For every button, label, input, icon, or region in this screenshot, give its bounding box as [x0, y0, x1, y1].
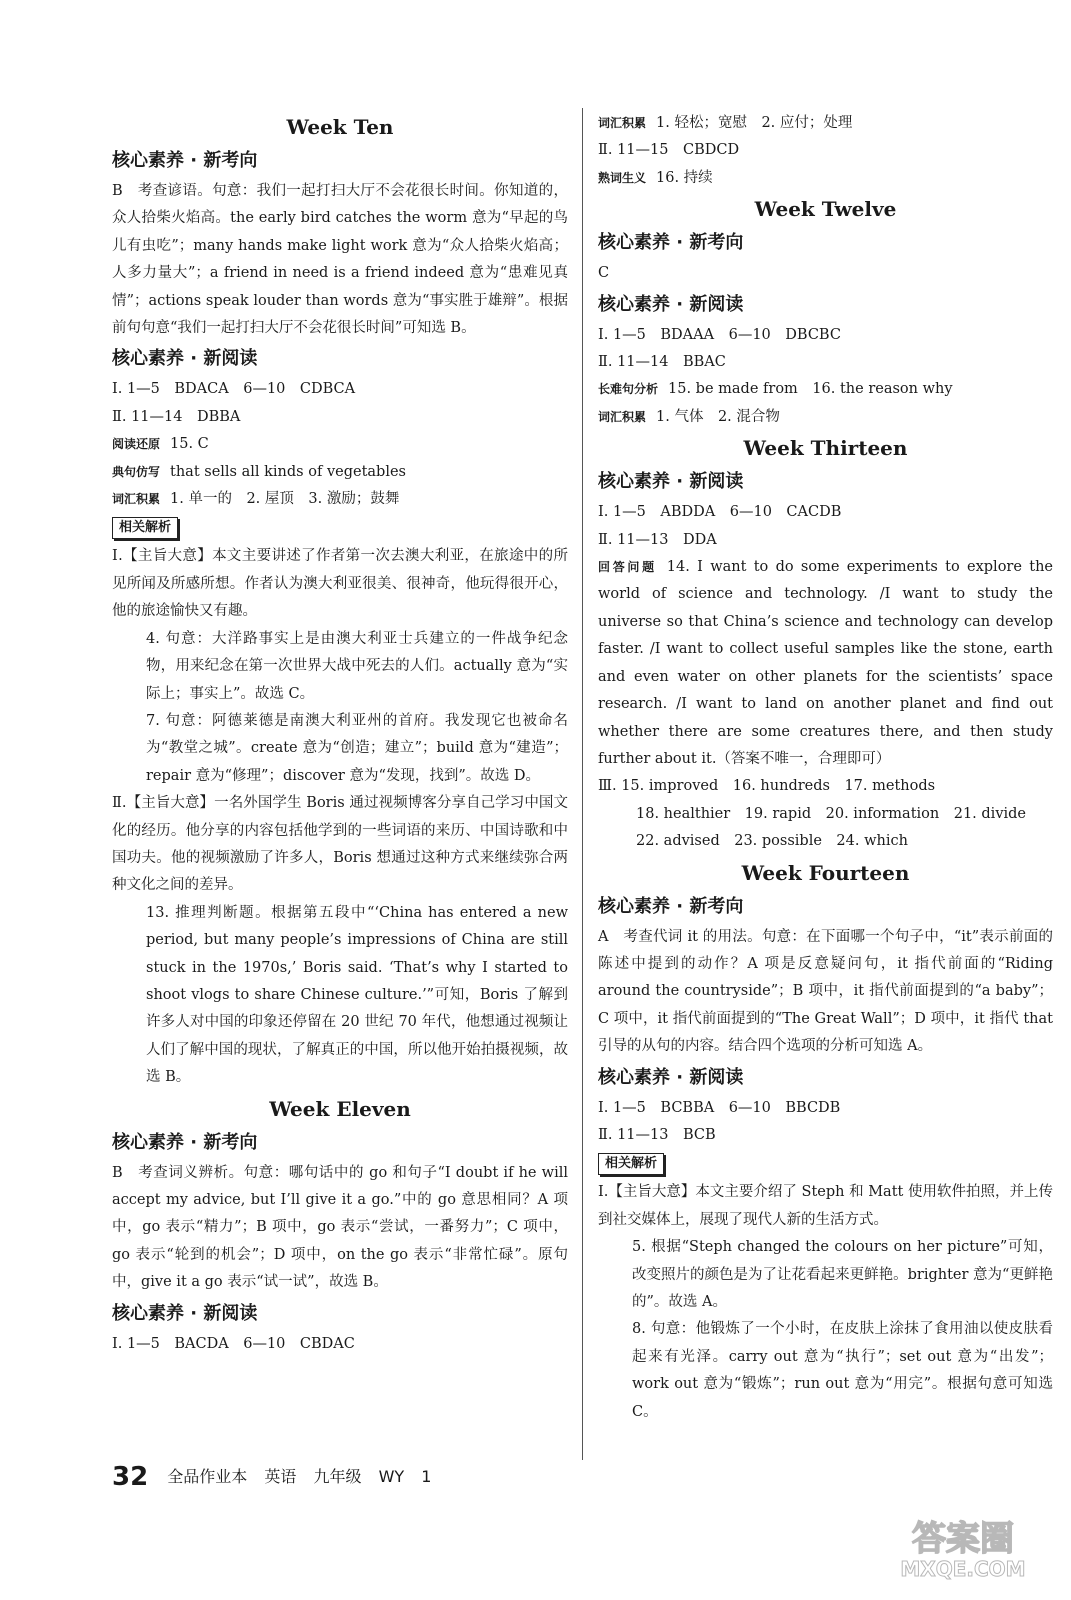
section-heading: 核心素养 · 新考向: [598, 232, 744, 254]
week-eleven-heading: Week Eleven: [269, 1096, 411, 1121]
answer-line: 词汇积累 1. 气体 2. 混合物: [598, 408, 780, 425]
section-heading: 核心素养 · 新阅读: [598, 1066, 744, 1088]
section-heading: 核心素养 · 新阅读: [598, 471, 744, 493]
answer-line: Ⅱ. 11—14 BBAC: [598, 354, 726, 371]
column-divider: [582, 108, 583, 1460]
answer-line: Ⅰ. 1—5 BDAAA 6—10 DBCBC: [598, 326, 841, 343]
page-number: 32: [112, 1462, 149, 1492]
tag-label: 熟词生义: [598, 170, 647, 185]
svg-text:答案圈: 答案圈: [912, 1519, 1014, 1559]
tag-label: 词汇积累: [598, 116, 647, 130]
answer-line: Ⅰ. 1—5 BDACA 6—10 CDBCA: [112, 381, 356, 398]
answer-line: Ⅱ. 11—13 DDA: [598, 531, 717, 548]
explanation: 7. 句意：阿德莱德是南澳大利亚州的首府。我发现它也被命名为“教堂之城”。create 意为“创造；建立”；build 意为“建造”；repair 意为“修理”；discover 意为“发现，找到”。故选 D。: [146, 712, 568, 784]
right-column: [598, 110, 1053, 1426]
section-heading: 核心素养 · 新考向: [112, 1131, 258, 1153]
tag-label: 典句仿写: [112, 464, 161, 479]
svg-text:MXQE.COM: MXQE.COM: [900, 1557, 1026, 1581]
tag-label: 回答问题: [598, 560, 657, 575]
explanation: 5. 根据“Steph changed the colours on her picture”可知，改变照片的颜色是为了让花看起来更鲜艳。brighter 意为“更鲜艳的”。故选 A。: [632, 1239, 1053, 1310]
answer-line: 熟词生义 16. 持续: [598, 169, 713, 186]
section-heading: 核心素养 · 新考向: [112, 150, 258, 171]
answer-line: 22. advised 23. possible 24. which: [636, 833, 908, 850]
page-footer: [112, 1462, 443, 1492]
answer-line: Ⅰ. 1—5 BCBBA 6—10 BBCDB: [598, 1099, 841, 1116]
book-title: 全品作业本: [167, 1467, 248, 1486]
explanation: 8. 句意：他锻炼了一个小时，在皮肤上涂抹了食用油以使皮肤看起来有光泽。carry out 意为“执行”；set out 意为“出发”；work out 意为“锻炼”；run out 意为“用完”。根据句意可知选 C。: [632, 1321, 1053, 1420]
answer-line: 词汇积累 1. 单一的 2. 屋顶 3. 激励；鼓舞: [112, 491, 400, 508]
subject: 英语: [264, 1467, 297, 1486]
explanation: Ⅰ.【主旨大意】本文主要介绍了 Steph 和 Matt 使用软件拍照，并上传到社交媒体上，展现了现代人新的生活方式。: [598, 1184, 1053, 1228]
answer-line: Ⅰ. 1—5 ABDDA 6—10 CACDB: [598, 504, 842, 521]
answer-paragraph: B 考查词义辨析。句意：哪句话中的 go 和句子“I doubt if he will accept my advice, but I’ll give it a go.”中的 go 意思相同？A 项中，go 表示“精力”；B 项中，go 表示“尝试，一番努力”；C 项中，go 表示“轮到的机会”；D 项中，on the go 表示“非常忙碌”。原句中，give it a go 表示“试一试”，故选 B。: [112, 1164, 568, 1291]
answer-line: 长难句分析 15. be made from 16. the reason why: [598, 381, 953, 398]
answer-line: 典句仿写 that sells all kinds of vegetables: [112, 463, 406, 480]
answer-line: Ⅱ. 11—13 BCB: [598, 1126, 716, 1143]
section-heading: 核心素养 · 新阅读: [112, 1302, 258, 1324]
analysis-box-label: 相关解析: [112, 517, 178, 539]
week-thirteen-heading: Week Thirteen: [743, 436, 908, 461]
section-heading: 核心素养 · 新考向: [598, 895, 744, 917]
week-fourteen-heading: Week Fourteen: [741, 860, 910, 885]
answer-paragraph: A 考查代词 it 的用法。句意：在下面哪一个句子中，“it”表示前面的陈述中提到的动作？A 项是反意疑问句，it 指代前面的“Riding around the countryside”；B 项中，it 指代前面提到的“a baby”；C 项中，it 指代前面提到的“The Great Wall”；D 项中，it 指代 that 引导的从句的内容。结合四个选项的分析可知选 A。: [598, 928, 1053, 1055]
answer-line: 词汇积累 1. 轻松；宽慰 2. 应付；处理: [598, 115, 853, 131]
left-column: [112, 110, 568, 1358]
answer-line: 阅读还原 15. C: [112, 436, 209, 453]
answer-line: Ⅰ. 1—5 BACDA 6—10 CBDAC: [112, 1335, 355, 1352]
section-heading: 核心素养 · 新阅读: [598, 293, 744, 315]
tag-label: 词汇积累: [112, 492, 161, 507]
analysis-box-label: 相关解析: [598, 1153, 664, 1175]
edition: WY: [378, 1467, 405, 1486]
explanation: Ⅰ.【主旨大意】本文主要讲述了作者第一次去澳大利亚，在旅途中的所见所闻及所感所想。作者认为澳大利亚很美、很神奇，他玩得很开心，他的旅途愉快又有趣。: [112, 548, 568, 620]
section-heading: 核心素养 · 新阅读: [112, 348, 258, 370]
week-ten-heading: Week Ten: [286, 115, 394, 139]
explanation: 13. 推理判断题。根据第五段中“‘China has entered a new period, but many people’s impressions of China are still stuck in the 1970s,’ Boris said. ‘That’s why I started to shoot vlogs to share Chinese culture.’”可知，Boris 了解到许多人对中国的印象还停留在 20 世纪 70 年代，他想通过视频让人们了解中国的现状，了解真正的中国，所以他开始拍摄视频，故选 B。: [146, 904, 568, 1086]
answer-line: Ⅲ. 15. improved 16. hundreds 17. methods: [598, 778, 936, 795]
watermark-logo: [873, 1512, 1053, 1582]
answer-line: Ⅱ. 11—15 CBDCD: [598, 142, 740, 159]
volume: 1: [421, 1467, 432, 1486]
grade: 九年级: [313, 1467, 362, 1486]
answer-line: 18. healthier 19. rapid 20. information 21. divide: [636, 805, 1027, 822]
explanation: 4. 句意：大洋路事实上是由澳大利亚士兵建立的一件战争纪念物，用来纪念在第一次世界大战中死去的人们。actually 意为“实际上；事实上”。故选 C。: [146, 630, 568, 702]
tag-label: 阅读还原: [112, 437, 161, 452]
tag-label: 词汇积累: [598, 409, 647, 424]
week-twelve-heading: Week Twelve: [754, 197, 897, 222]
answer-line: Ⅱ. 11—14 DBBA: [112, 408, 241, 425]
answer-paragraph: 回答问题 14. I want to do some experiments to explore the world of science and technology. /I want to study the universe so that China’s science and technology can develop faster. /I want to collect useful samples like the stone, earth and even water on other planets for the scientists’ space research. /I want to land on another planet and find out whether there are some creatures there, and then study further about it.（答案不唯一，合理即可）: [598, 559, 1053, 767]
answer-line: C: [598, 265, 610, 282]
answer-paragraph: B 考查谚语。句意：我们一起打扫大厅不会花很长时间。你知道的，众人拾柴火焰高。the early bird catches the worm 意为“早起的鸟儿有虫吃”；many hands make light work 意为“众人拾柴火焰高；人多力量大”；a friend in need is a friend indeed 意为“患难见真情”；actions speak louder than words 意为“事实胜于雄辩”。根据前句句意“我们一起打扫大厅不会花很长时间”可知选 B。: [112, 183, 568, 337]
tag-label: 长难句分析: [598, 382, 659, 397]
explanation: Ⅱ.【主旨大意】一名外国学生 Boris 通过视频博客分享自己学习中国文化的经历。他分享的内容包括他学到的一些词语的来历、中国诗歌和中国功夫。他的视频激励了许多人，Boris 想通过这种方式来继续弥合两种文化之间的差异。: [112, 795, 568, 894]
